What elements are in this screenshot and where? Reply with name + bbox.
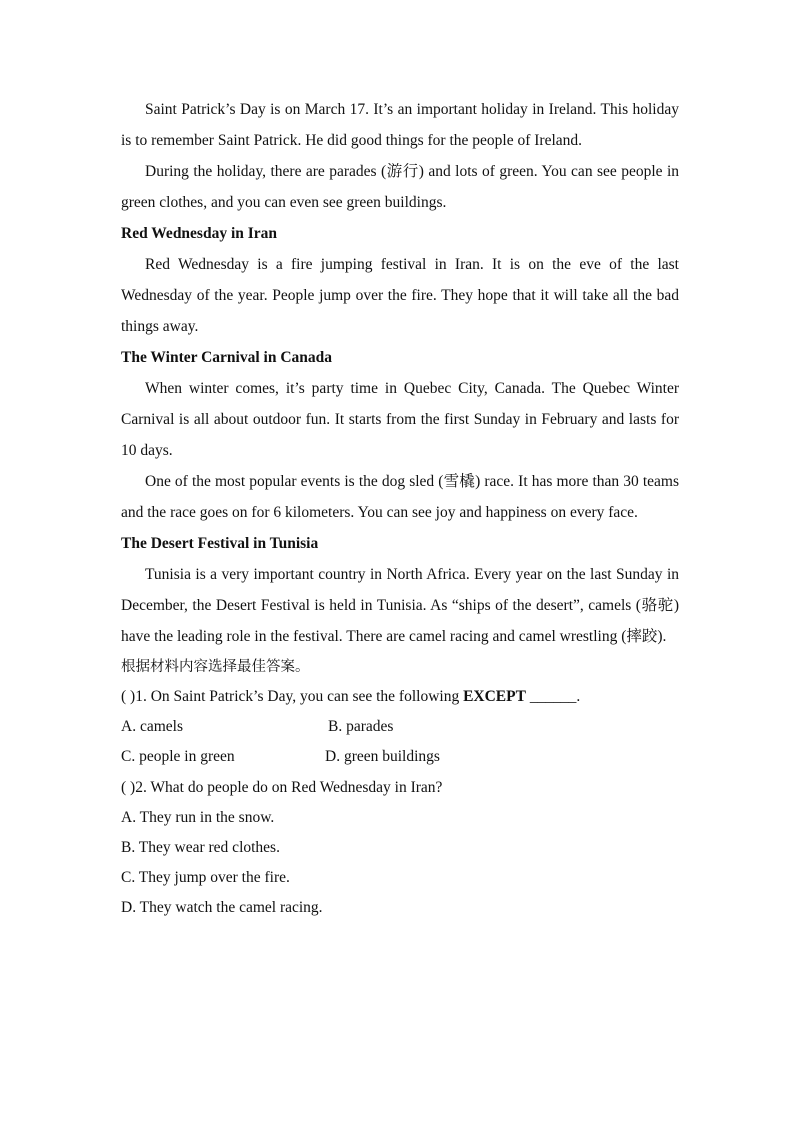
question-1-stem-keyword: EXCEPT: [463, 688, 526, 705]
heading-winter-carnival: The Winter Carnival in Canada: [121, 349, 333, 366]
question-1-stem-start: ( )1. On Saint Patrick’s Day, you can see the following: [121, 688, 464, 705]
question-1-option-a[interactable]: A. camels: [121, 718, 183, 736]
paragraph-saint-patrick-intro: Saint Patrick’s Day is on March 17. It’s an important holiday in Ireland. This holiday is to remember Saint Patrick. He did good things for the people of Ireland.: [121, 101, 679, 149]
question-1-option-c[interactable]: C. people in green: [121, 748, 235, 766]
question-1-stem-end: ______.: [525, 688, 581, 705]
paragraph-saint-patrick-holiday: During the holiday, there are parades (游行) and lots of green. You can see people in green clothes, and you can even see green buildings.: [121, 163, 679, 211]
question-1: [121, 682, 679, 773]
heading-desert-festival: The Desert Festival in Tunisia: [121, 535, 319, 552]
instruction-text: 根据材料内容选择最佳答案。: [121, 659, 310, 675]
question-1-option-b[interactable]: B. parades: [328, 718, 394, 736]
heading-red-wednesday: Red Wednesday in Iran: [121, 225, 278, 242]
document-content: [121, 94, 679, 924]
question-2-option-b[interactable]: B. They wear red clothes.: [121, 838, 280, 856]
question-1-options-row-1: [121, 712, 679, 742]
question-2-stem: ( )2. What do people do on Red Wednesday in Iran?: [121, 778, 443, 796]
question-2-option-c[interactable]: C. They jump over the fire.: [121, 869, 290, 887]
paragraph-red-wednesday: Red Wednesday is a fire jumping festival in Iran. It is on the eve of the last Wednesday of the year. People jump over the fire. They hope that it will take all the bad things away.: [121, 256, 679, 335]
question-1-options-row-2: [121, 742, 679, 772]
question-2: [121, 773, 679, 924]
paragraph-winter-carnival: When winter comes, it’s party time in Quebec City, Canada. The Quebec Winter Carnival is all about outdoor fun. It starts from the first Sunday in February and lasts for 10 days.: [121, 380, 679, 459]
question-2-option-a[interactable]: A. They run in the snow.: [121, 808, 275, 826]
question-1-stem: [121, 682, 679, 712]
question-2-option-d[interactable]: D. They watch the camel racing.: [121, 899, 323, 917]
question-1-option-d[interactable]: D. green buildings: [325, 748, 440, 766]
paragraph-desert-festival: Tunisia is a very important country in North Africa. Every year on the last Sunday in December, the Desert Festival is held in Tunisia. As “ships of the desert”, camels (骆驼) have the leading role in the festival. There are camel racing and camel wrestling (摔跤).: [121, 566, 679, 645]
paragraph-dog-sled: One of the most popular events is the dog sled (雪橇) race. It has more than 30 teams and the race goes on for 6 kilometers. You can see joy and happiness on every face.: [121, 473, 679, 521]
